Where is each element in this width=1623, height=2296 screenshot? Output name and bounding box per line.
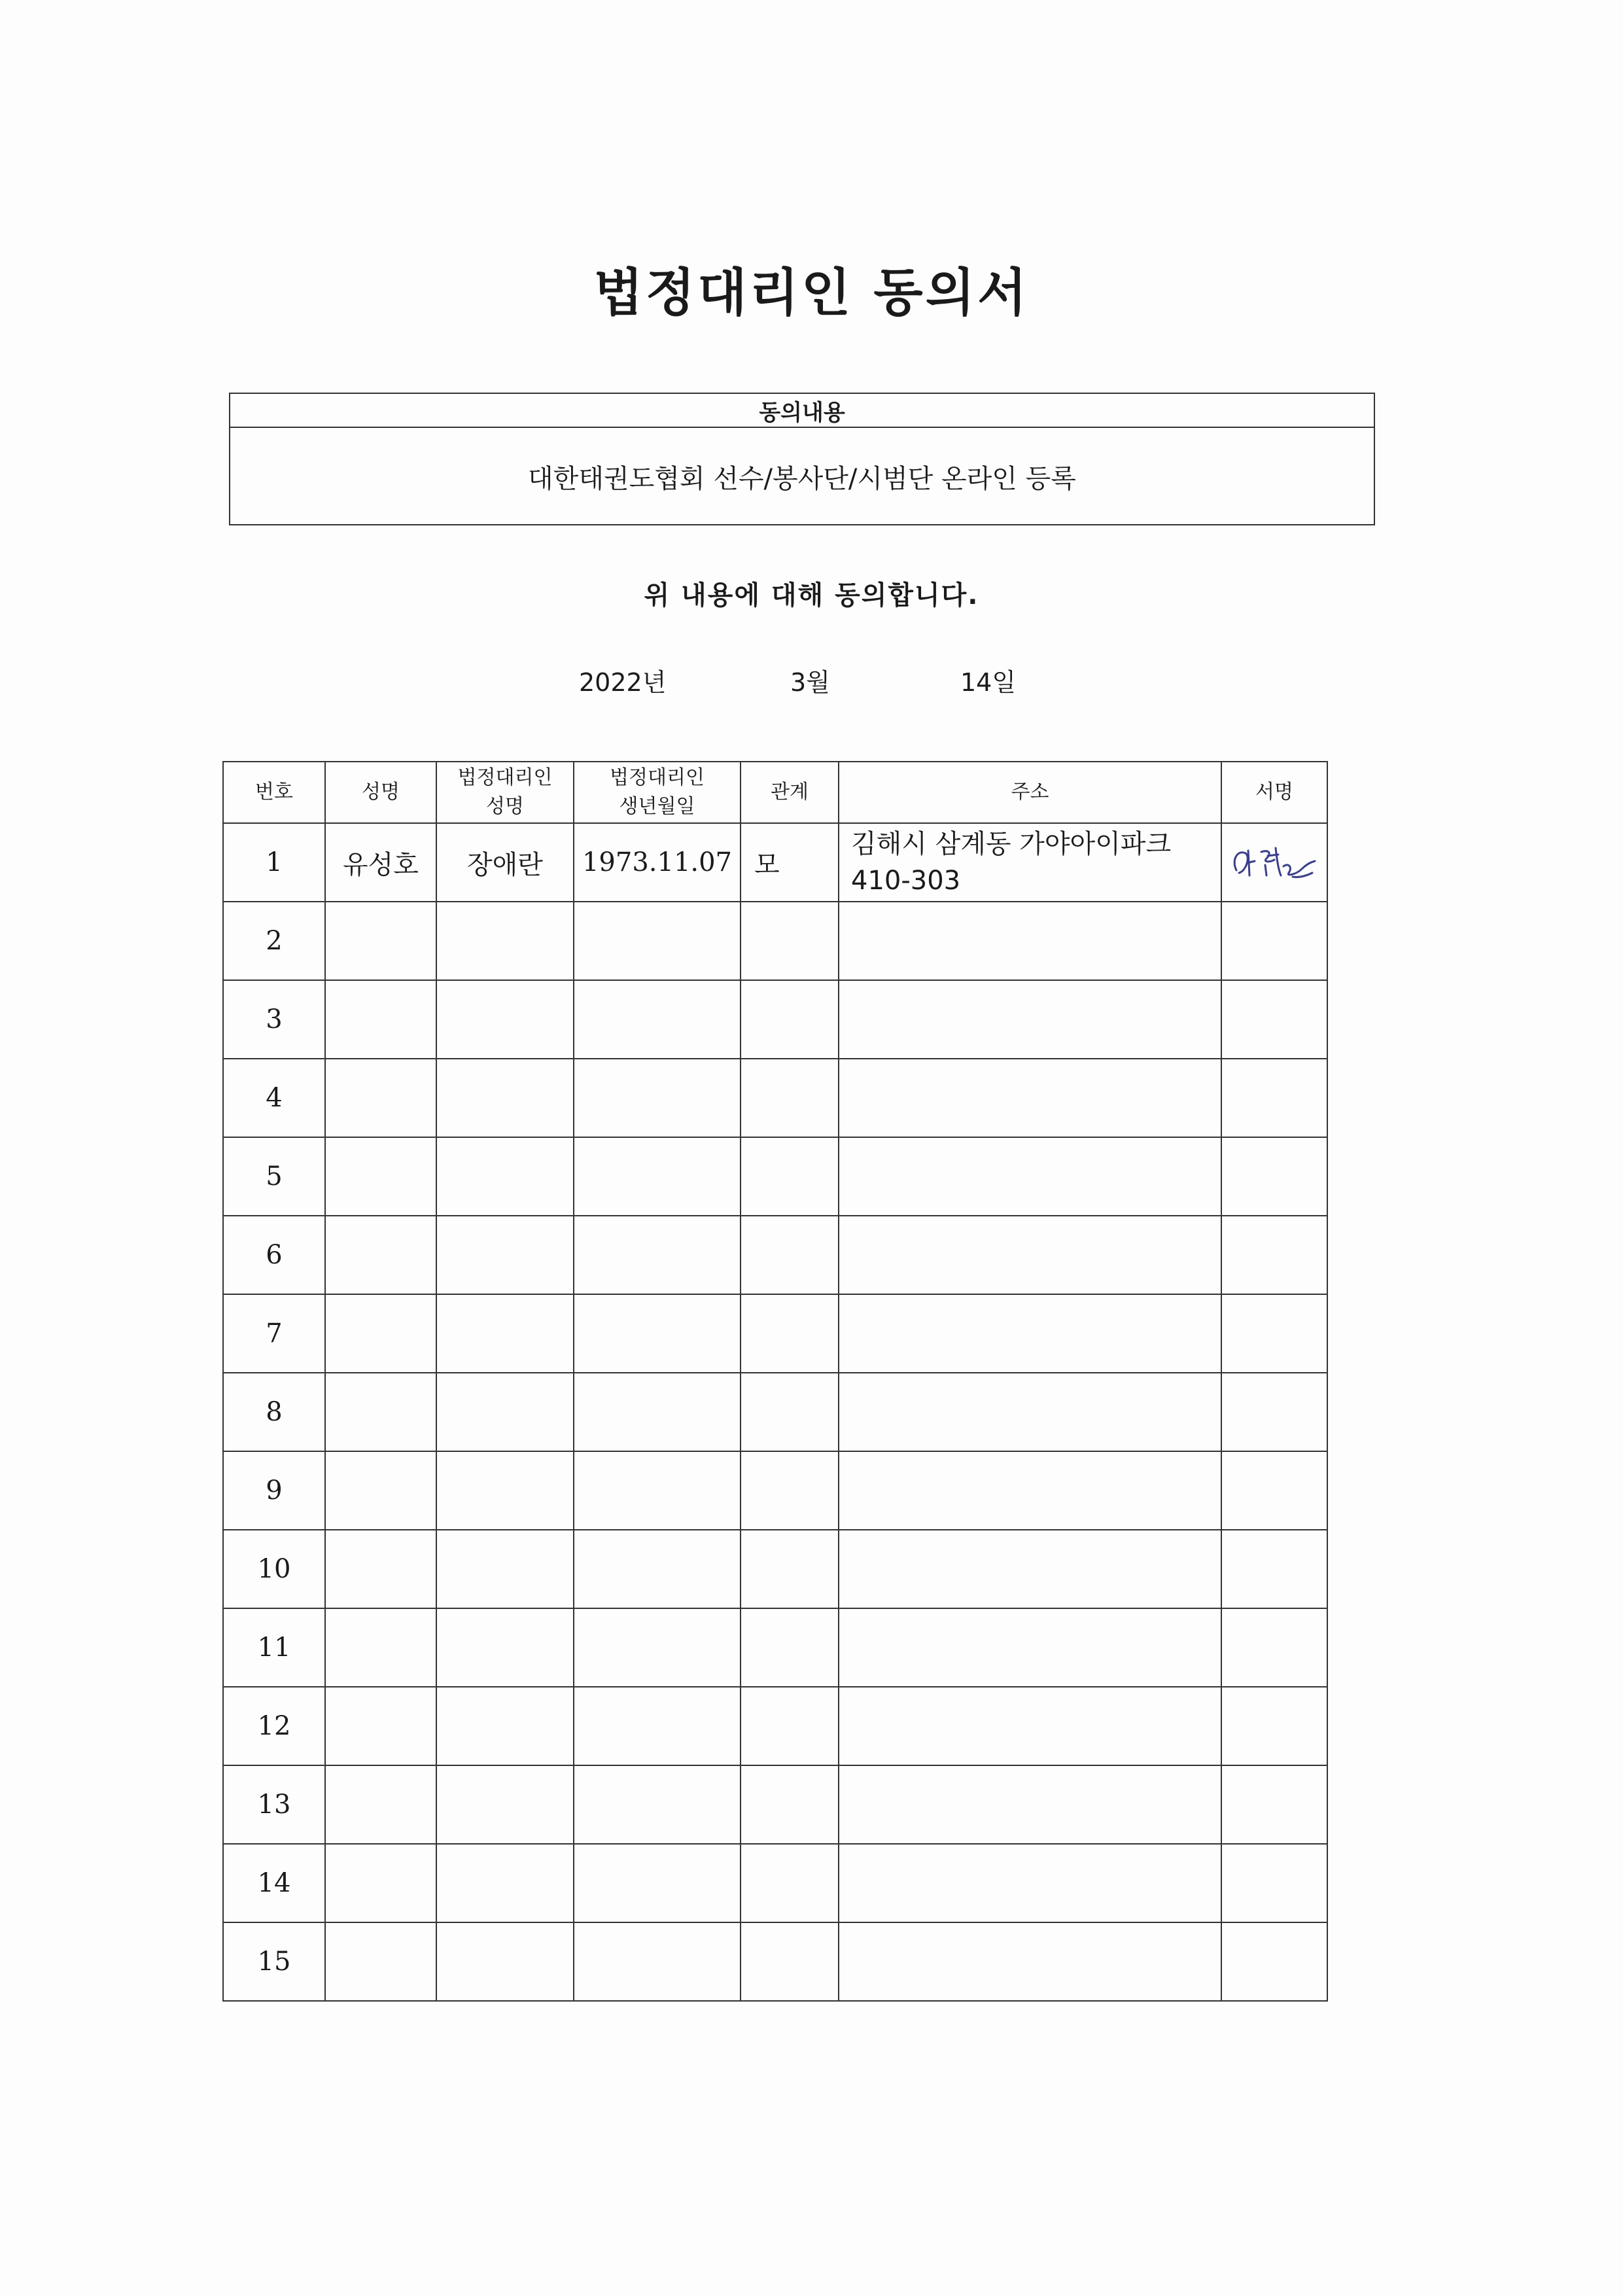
cell-relation bbox=[741, 1059, 839, 1137]
cell-no: 14 bbox=[223, 1844, 325, 1922]
table-row bbox=[223, 1451, 1327, 1530]
cell-address bbox=[839, 823, 1221, 902]
cell-no: 5 bbox=[223, 1137, 325, 1216]
cell-relation bbox=[741, 1687, 839, 1765]
cell-relation bbox=[741, 1294, 839, 1373]
cell-no: 6 bbox=[223, 1216, 325, 1294]
table-row bbox=[223, 1137, 1327, 1216]
cell-relation bbox=[741, 1451, 839, 1530]
cell-name bbox=[325, 1137, 436, 1216]
cell-guardian-birth: 1973.11.07 bbox=[574, 823, 741, 902]
header-relation: 관계 bbox=[741, 762, 839, 823]
cell-no: 2 bbox=[223, 902, 325, 980]
cell-address bbox=[839, 1294, 1221, 1373]
cell-relation bbox=[741, 1922, 839, 2001]
cell-no: 15 bbox=[223, 1922, 325, 2001]
cell-signature bbox=[1221, 1687, 1327, 1765]
cell-name bbox=[325, 1765, 436, 1844]
table-row bbox=[223, 1765, 1327, 1844]
cell-guardian-birth bbox=[574, 1608, 741, 1687]
cell-address bbox=[839, 1216, 1221, 1294]
cell-name bbox=[325, 1922, 436, 2001]
agreement-statement: 위 내용에 대해 동의합니다. bbox=[644, 580, 979, 610]
cell-guardian-birth bbox=[574, 1530, 741, 1608]
cell-signature bbox=[1221, 1608, 1327, 1687]
cell-name bbox=[325, 1059, 436, 1137]
cell-no: 13 bbox=[223, 1765, 325, 1844]
cell-signature bbox=[1221, 1059, 1327, 1137]
date-day: 14일 bbox=[960, 668, 1017, 697]
cell-guardian-name bbox=[436, 1530, 574, 1608]
cell-signature bbox=[1221, 823, 1327, 902]
cell-guardian-name bbox=[436, 1216, 574, 1294]
cell-no: 11 bbox=[223, 1608, 325, 1687]
cell-guardian-name bbox=[436, 1922, 574, 2001]
cell-guardian-birth bbox=[574, 980, 741, 1059]
cell-relation: 모 bbox=[741, 823, 839, 902]
cell-relation bbox=[741, 1844, 839, 1922]
cell-guardian-name bbox=[436, 1844, 574, 1922]
cell-name bbox=[325, 1294, 436, 1373]
header-address: 주소 bbox=[839, 762, 1221, 823]
cell-guardian-birth bbox=[574, 1687, 741, 1765]
address-line2: 410-303 bbox=[851, 866, 961, 896]
cell-relation bbox=[741, 1530, 839, 1608]
cell-name bbox=[325, 1687, 436, 1765]
cell-signature bbox=[1221, 1373, 1327, 1451]
cell-guardian-birth bbox=[574, 1922, 741, 2001]
cell-no: 7 bbox=[223, 1294, 325, 1373]
table-row bbox=[223, 980, 1327, 1059]
cell-name bbox=[325, 1216, 436, 1294]
cell-no: 9 bbox=[223, 1451, 325, 1530]
cell-guardian-birth bbox=[574, 1373, 741, 1451]
cell-signature bbox=[1221, 1137, 1327, 1216]
cell-address bbox=[839, 1844, 1221, 1922]
table-row bbox=[223, 1216, 1327, 1294]
table-header-row bbox=[223, 762, 1327, 823]
consent-content-box bbox=[229, 393, 1375, 525]
cell-address bbox=[839, 980, 1221, 1059]
cell-address bbox=[839, 1373, 1221, 1451]
cell-guardian-birth bbox=[574, 1765, 741, 1844]
cell-relation bbox=[741, 1765, 839, 1844]
cell-name bbox=[325, 1451, 436, 1530]
table-row bbox=[223, 1608, 1327, 1687]
date-month: 3월 bbox=[790, 668, 830, 697]
cell-guardian-name bbox=[436, 1451, 574, 1530]
cell-guardian-birth bbox=[574, 1294, 741, 1373]
handwritten-signature bbox=[1229, 836, 1320, 889]
date-year: 2022년 bbox=[579, 668, 667, 697]
cell-signature bbox=[1221, 902, 1327, 980]
cell-signature bbox=[1221, 1765, 1327, 1844]
table-row bbox=[223, 902, 1327, 980]
cell-guardian-name bbox=[436, 1765, 574, 1844]
cell-name bbox=[325, 1530, 436, 1608]
cell-signature bbox=[1221, 1216, 1327, 1294]
header-guardian-name-line2: 성명 bbox=[486, 795, 524, 818]
table-row bbox=[223, 823, 1327, 902]
cell-address bbox=[839, 902, 1221, 980]
cell-name bbox=[325, 1608, 436, 1687]
cell-guardian-name bbox=[436, 1294, 574, 1373]
header-guardian-birth-line2: 생년월일 bbox=[619, 795, 695, 818]
cell-signature bbox=[1221, 1451, 1327, 1530]
cell-relation bbox=[741, 1137, 839, 1216]
cell-address bbox=[839, 1922, 1221, 2001]
cell-address bbox=[839, 1530, 1221, 1608]
address-line1: 김해시 삼계동 가야아이파크 bbox=[851, 829, 1172, 859]
cell-guardian-name bbox=[436, 980, 574, 1059]
table-row bbox=[223, 1922, 1327, 2001]
cell-address bbox=[839, 1059, 1221, 1137]
cell-relation bbox=[741, 1216, 839, 1294]
cell-guardian-birth bbox=[574, 1137, 741, 1216]
cell-guardian-name bbox=[436, 1687, 574, 1765]
cell-signature bbox=[1221, 1530, 1327, 1608]
cell-signature bbox=[1221, 1922, 1327, 2001]
cell-no: 3 bbox=[223, 980, 325, 1059]
cell-address bbox=[839, 1451, 1221, 1530]
cell-no: 8 bbox=[223, 1373, 325, 1451]
cell-guardian-birth bbox=[574, 1451, 741, 1530]
cell-guardian-name bbox=[436, 902, 574, 980]
guardian-table bbox=[222, 761, 1328, 2002]
cell-address bbox=[839, 1608, 1221, 1687]
table-row bbox=[223, 1687, 1327, 1765]
cell-guardian-birth bbox=[574, 1216, 741, 1294]
cell-guardian-name bbox=[436, 1373, 574, 1451]
cell-no: 10 bbox=[223, 1530, 325, 1608]
consent-content: 대한태권도협회 선수/봉사단/시범단 온라인 등록 bbox=[528, 464, 1076, 494]
table-row bbox=[223, 1373, 1327, 1451]
cell-guardian-name bbox=[436, 1608, 574, 1687]
cell-address bbox=[839, 1137, 1221, 1216]
cell-guardian-birth bbox=[574, 1059, 741, 1137]
cell-name bbox=[325, 902, 436, 980]
cell-no: 12 bbox=[223, 1687, 325, 1765]
header-signature: 서명 bbox=[1221, 762, 1327, 823]
table-row bbox=[223, 1530, 1327, 1608]
consent-header: 동의내용 bbox=[230, 394, 1374, 428]
cell-guardian-name: 장애란 bbox=[436, 823, 574, 902]
cell-relation bbox=[741, 1373, 839, 1451]
cell-name bbox=[325, 1373, 436, 1451]
header-no: 번호 bbox=[223, 762, 325, 823]
cell-name: 유성호 bbox=[325, 823, 436, 902]
cell-guardian-name bbox=[436, 1059, 574, 1137]
cell-guardian-birth bbox=[574, 1844, 741, 1922]
cell-name bbox=[325, 980, 436, 1059]
cell-relation bbox=[741, 1608, 839, 1687]
table-row bbox=[223, 1294, 1327, 1373]
cell-signature bbox=[1221, 1294, 1327, 1373]
header-name: 성명 bbox=[325, 762, 436, 823]
table-row bbox=[223, 1059, 1327, 1137]
cell-guardian-name bbox=[436, 1137, 574, 1216]
header-guardian-birth-line1: 법정대리인 bbox=[610, 766, 705, 789]
header-guardian-birth bbox=[574, 762, 741, 823]
table-row bbox=[223, 1844, 1327, 1922]
cell-name bbox=[325, 1844, 436, 1922]
cell-signature bbox=[1221, 980, 1327, 1059]
cell-address bbox=[839, 1765, 1221, 1844]
cell-relation bbox=[741, 902, 839, 980]
cell-address bbox=[839, 1687, 1221, 1765]
document-title: 법정대리인 동의서 bbox=[593, 264, 1030, 323]
cell-signature bbox=[1221, 1844, 1327, 1922]
cell-relation bbox=[741, 980, 839, 1059]
cell-no: 1 bbox=[223, 823, 325, 902]
header-guardian-name-line1: 법정대리인 bbox=[457, 766, 553, 789]
header-guardian-name bbox=[436, 762, 574, 823]
cell-guardian-birth bbox=[574, 902, 741, 980]
cell-no: 4 bbox=[223, 1059, 325, 1137]
